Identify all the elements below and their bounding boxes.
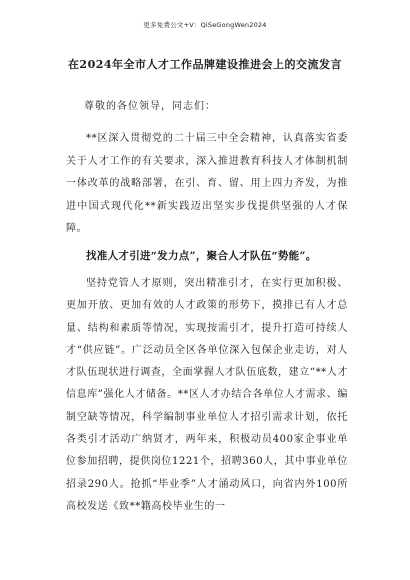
section-heading-1: 找准人才引进“发力点”，聚合人才队伍“势能”。 bbox=[86, 250, 317, 262]
salutation: 尊敬的各位领导，同志们： bbox=[84, 101, 216, 112]
body-paragraph-1: **区深入贯彻党的二十届三中全会精神，认真落实省委关于人才工作的有关要求，深入推进教育科技人才体制机制一体改革的战略部署，在引、育、留、用上四力齐发，为推进中国式现代化**新实践迈出坚实步伐提供坚强的人才保障。 bbox=[66, 133, 348, 235]
header-note: 更多免费公文+V：QiSeGongWen2024 bbox=[143, 21, 267, 29]
body-paragraph-2: 坚持党管人才原则，突出精准引才，在实行更加积极、更加开放、更加有效的人才政策的形势下，摸排已有人才总量、结构和素质等情况，实现按需引才，提升打造可持续人才“供应链”。广泛动员全区各单位深入包保企业走访，对人才队伍现状进行调查，全面掌握人才队伍底数，建立“**人才信息库”强化人才储备。**区人才办结合各单位人才需求、编制空缺等情况，科学编制事业单位人才招引需求计划，依托各类引才活动广纳贤才，两年来，积极动员400家企事业单位参加招聘，提供岗位1221个，招聘360人，其中事业单位招录290人。抢抓“毕业季”人才涌动风口，向省内外100所高校发送《致**籍高校毕业生的一 bbox=[66, 278, 348, 512]
document-title: 在2024年全市人才工作品牌建设推进会上的交流发言 bbox=[67, 58, 343, 71]
